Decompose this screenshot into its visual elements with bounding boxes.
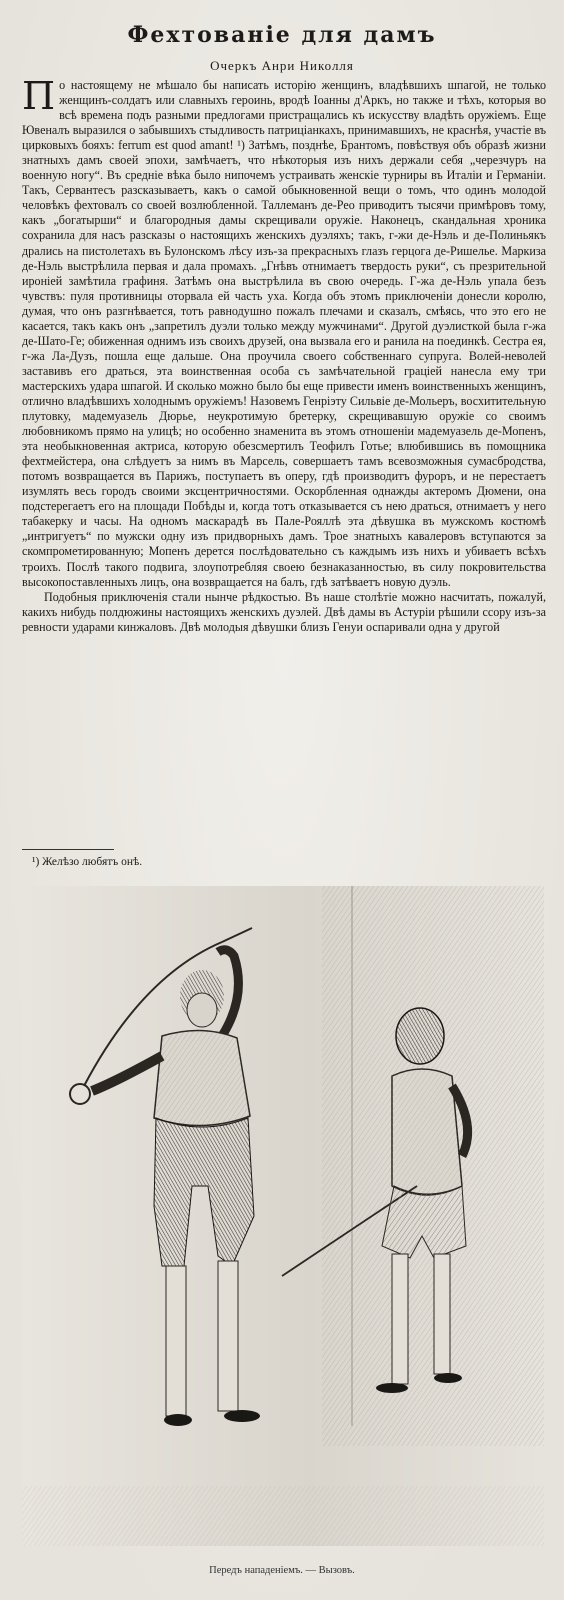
article-subtitle: Очеркъ Анри Николля: [210, 58, 354, 73]
footnote-divider: [22, 849, 114, 850]
floor: [22, 1486, 544, 1546]
article-title: Фехтованіе для дамъ: [127, 22, 437, 48]
paragraph-1: [22, 74, 546, 590]
drop-cap: П: [22, 74, 56, 118]
paragraph-2: Подобныя приключенія стали нынче рѣдкостью. Въ наше столѣтіе можно насчитать, пожалуй, какихъ нибудь полдюжины настоящихъ женскихъ дуэлей. Двѣ дамы въ Астуріи рѣшили ссору изъ-за ревности ударами кинжаловъ. Двѣ молодыя дѣвушки близъ Генуи оспаривали одна у другой: [22, 589, 546, 634]
footnote: ¹) Желѣзо любятъ онѣ.: [32, 856, 143, 868]
fencing-engraving-illustration: [22, 886, 544, 1546]
paragraph-1-text: о настоящему не мѣшало бы написать исторію женщинъ, владѣвшихъ шпагой, не только женщинъ-солдатъ или славныхъ героинь, вродѣ Іоанны д'Аркъ, но также и тѣхъ, которыя во всѣ времена подъ разными предлогами пристращались къ искусству владѣть оружіемъ. Еще Ювеналъ выразился о забывшихъ стыдливость патриціанкахъ, принимавшихъ, не краснѣя, участіе въ цирковыхъ бояхъ: ferrum est quod amant! ¹) Затѣмъ, позднѣе, Брантомъ, повѣствуя объ образѣ жизни знатныхъ дамъ своей эпохи, замѣчаетъ, что нѣкоторыя изъ нихъ держали себя „черезчуръ на военную ногу“. Въ средніе вѣка было нипочемъ устраивать женскіе турниры въ Италіи и Германіи. Такъ, Сервантесъ разсказываетъ, какъ о самой обыкновенной вещи о томъ, что одинъ молодой человѣкъ фехтовалъ со своей возлюбленной. Таллеманъ де-Рео приводитъ тысячи примѣровъ тому, какъ „богатырши“ и благородныя дамы скрещивали оружіе. Наконецъ, скандальная хроника сохранила для насъ разсказы о настоящихъ женскихъ дуэляхъ; такъ, г-жи де-Нэль и де-Полиньякъ дрались на пистолетахъ въ Булонскомъ лѣсу изъ-за прекрасныхъ глазъ герцога де-Ришелье. Маркиза де-Нэль выстрѣлила первая и дала промахъ. „Гнѣвъ отнимаетъ твердость руки“, съ презрительной ироніей замѣтила графиня. Затѣмъ она выстрѣлила въ свою очередь. Г-жа де-Нэль упала безъ чувствъ: пуля противницы оторвала ей часть уха. Когда объ этомъ приключеніи донесли королю, думая, что онъ разгнѣвается, тотъ равнодушно пожалъ плечами и сказалъ, смѣясь, что это его не касается, такъ какъ онъ „запретилъ дуэли только между мужчинами“. Другой дуэлисткой была г-жа де-Шато-Ге; обиженная однимъ изъ своихъ друзей, она вызвала его и ранила на поединкѣ. Сестра ея, г-жа Ла-Дузъ, пошла еще дальше. Она проучила своего собственнаго супруга. Волей-неволей заставивъ его драться, эта воинственная особа съ замѣчательной граціей нанесла ему три мастерскихъ удара шпагой. И сколько можно было бы еще привести именъ воинственныхъ женщинъ, отлично владѣвшихъ холоднымъ оружіемъ! Назовемъ Генріэту Сильвіе де-Мольеръ, восхитительную плутовку, мадемуазель Дюрье, неукротимую бретерку, скрещивавшую оружіе со своимъ любовникомъ прямо на улицѣ; но особенно знаменита въ этомъ отношеніи мадемуазель де-Мопенъ, эта необыкновенная актриса, которую обезсмертилъ Теофилъ Готье; влюбившись въ помощника фехтмейстера, она слѣдуетъ за нимъ въ Марсель, совершаетъ тамъ всевозможныя сумасбродства, потомъ возвращается въ Парижъ, поступаетъ въ оперу, гдѣ производитъ фуроръ, и не перестаетъ изумлять весь городъ своими эксцентричностями. Оскорбленная однажды актеромъ Дюмени, она подстерегаетъ его на площади Побѣды и, когда тотъ отказывается съ нею драться, отнимаетъ у него табакерку и часы. На одномъ маскарадѣ въ Пале-Рояллѣ эта дѣвушка въ мужскомъ костюмѣ „интригуетъ“ по мужски одну изъ придворныхъ дамъ. Трое знатныхъ кавалеровъ вступаются за скомпрометированную; Мопенъ дерется послѣдовательно съ каждымъ изъ нихъ и убиваетъ всѣхъ троихъ. Послѣ такого подвига, злоупотребляя своею безнаказанностью, въ силу покровительства высокопоставленныхъ лицъ, она возвращается на балъ, гдѣ затѣваетъ новую дуэль.: [22, 78, 546, 589]
illustration-caption: Передъ нападеніемъ. — Вызовъ.: [209, 1565, 355, 1576]
article-body: [22, 74, 546, 635]
